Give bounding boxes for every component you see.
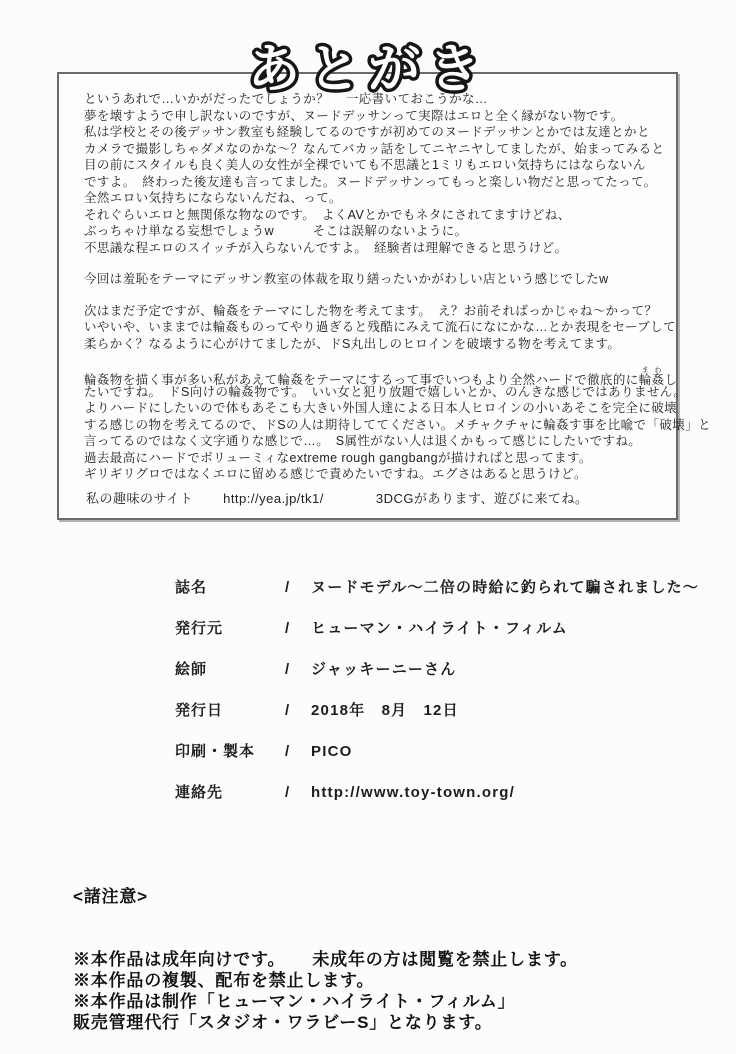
colophon-value: 2018年 8月 12日 (311, 702, 459, 719)
colophon-value: PICO (311, 743, 353, 760)
text-line: というあれで…いかがだったでしょうか？ 一応書いておこうかな… (84, 92, 488, 106)
text-line: 目の前にスタイルも良く美人の女性が全裸でいても不思議と1ミリもエロい気持ちにはならないん (84, 158, 646, 172)
afterword-paragraph-1 (84, 91, 665, 256)
text-line: 柔らかく？なるように心がけてましたが、ドS丸出しのヒロインを破壊する物を考えてます。 (84, 336, 621, 351)
text-line: 今回は羞恥をテーマにデッサン教室の体裁を取り繕ったいかがわしい店という感じでしたw (84, 272, 609, 286)
text-line: ですよ。 終わった後友達も言ってました。ヌードデッサンってもっと楽しい物だと思ってたって。 (84, 174, 657, 189)
colophon-row-3 (175, 658, 699, 678)
colophon-value: ヌードモデル～二倍の時給に釣られて騙されました～ (311, 579, 700, 596)
text-line: カメラで撮影しちゃダメなのかな～？なんてバカッ話をしてニヤニヤしてましたが、始まってみると (84, 141, 665, 156)
colophon-row-4 (175, 699, 699, 719)
colophon-separator: / (285, 702, 290, 719)
text-line: 全然エロい気持ちにならないんだね、って。 (84, 191, 342, 205)
colophon-row-2 (175, 617, 699, 637)
site-note: 3DCGがあります、遊びに来てね。 (375, 491, 589, 506)
colophon-label: 発行日 (175, 702, 224, 719)
text-line: 輪姦物を描く事が多い私があえて輪姦をテーマにするって事でいつもより全然ハードで徹底的に輪姦まわし (84, 367, 678, 387)
colophon-row-6 (175, 781, 699, 801)
colophon-label: 絵師 (175, 661, 208, 678)
text-line: 過去最高にハードでボリューミィなextreme rough gangbangが描ければと思ってます。 (84, 450, 592, 465)
text-line: 言ってるのではなく文字通りな感じで…。 S属性がない人は退くかもって感じにしたいですね。 (84, 434, 642, 448)
colophon-separator: / (285, 661, 290, 678)
colophon-value: ヒューマン・ハイライト・フィルム (311, 620, 568, 637)
afterword-box (57, 72, 711, 520)
colophon-value: http://www.toy-town.org/ (311, 784, 516, 801)
ruby-annotated-word: 輪姦まわ (638, 367, 665, 387)
notices-heading: <諸注意> (73, 887, 148, 906)
colophon-value: ジャッキーニーさん (311, 661, 457, 678)
bubble-title-text (188, 24, 548, 108)
text-line: それぐらいエロと無関係な物なのです。 よくAVとかでもネタにされてますけどね、 (84, 207, 571, 222)
text-line: 私は学校とその後デッサン教室も経験してるのですが初めてのヌードデッサンとかでは友達とかと (84, 125, 650, 139)
text-line: ギリギリグロではなくエロに留める感じで責めたいですね。エグさはあると思うけど。 (84, 467, 587, 481)
text-line: する感じの物を考えてるので、ドSの人は期待しててください。メチャクチャに輪姦す事を比喩で「破壊」と (84, 417, 711, 432)
notice-line: ※本作品は制作「ヒューマン・ハイライト・フィルム」 (73, 992, 516, 1011)
colophon-separator: / (285, 579, 290, 596)
text-line: 不思議な程エロのスイッチが入らないんですよ。 経験者は理解できると思うけど。 (84, 240, 568, 255)
colophon-label: 印刷・製本 (175, 743, 256, 760)
afterword-paragraph-2 (84, 271, 662, 288)
text-line: ぶっちゃけ単なる妄想でしょうw そこは誤解のないように。 (84, 224, 468, 238)
notice-line: 販売管理代行「スタジオ・ワラビーS」となります。 (73, 1013, 493, 1032)
notice-line: ※本作品は成年向けです。 未成年の方は閲覧を禁止します。 (73, 950, 578, 969)
colophon-label: 連絡先 (175, 784, 224, 801)
site-line (86, 488, 588, 507)
text-line: 次はまだ予定ですが、輪姦をテーマにした物を考えてます。 え？お前そればっかじゃね～かって？ (84, 303, 658, 318)
colophon-row-1 (175, 576, 699, 596)
afterword-paragraph-3 (84, 303, 676, 353)
notices-lines (73, 949, 578, 1033)
colophon-label: 誌名 (175, 579, 208, 596)
afterword-paragraph-4 (84, 367, 711, 483)
notice-line: ※本作品の複製、配布を禁止します。 (73, 971, 375, 990)
text-line: 夢を壊すようで申し訳ないのですが、ヌードデッサンって実際はエロと全く縁がない物です。 (84, 108, 624, 123)
colophon-label: 発行元 (175, 620, 224, 637)
colophon-row-5 (175, 740, 699, 760)
afterword-body (84, 91, 711, 483)
text-line: いやいや、いままでは輪姦ものってやり過ぎると残酷にみえて流石になにかな…とか表現をセーブして (84, 320, 676, 334)
colophon-separator: / (285, 620, 290, 637)
page-title (188, 24, 548, 113)
text-line: よりハードにしたいので体もあそこも大きい外国人達による日本人ヒロインの小いあそこを完全に破壊 (84, 401, 678, 415)
colophon-separator: / (285, 784, 290, 801)
text-line: たいですね。 ドS向けの輪姦物です。 いい女と犯り放題で嬉しいとか、のんきな感じではありません。 (84, 384, 687, 399)
colophon-separator: / (285, 743, 290, 760)
page-title-text: あとがき (247, 41, 489, 99)
notices (73, 844, 578, 1054)
colophon (175, 576, 699, 822)
site-url: http://yea.jp/tk1/ (223, 491, 324, 506)
site-label: 私の趣味のサイト (86, 491, 194, 506)
